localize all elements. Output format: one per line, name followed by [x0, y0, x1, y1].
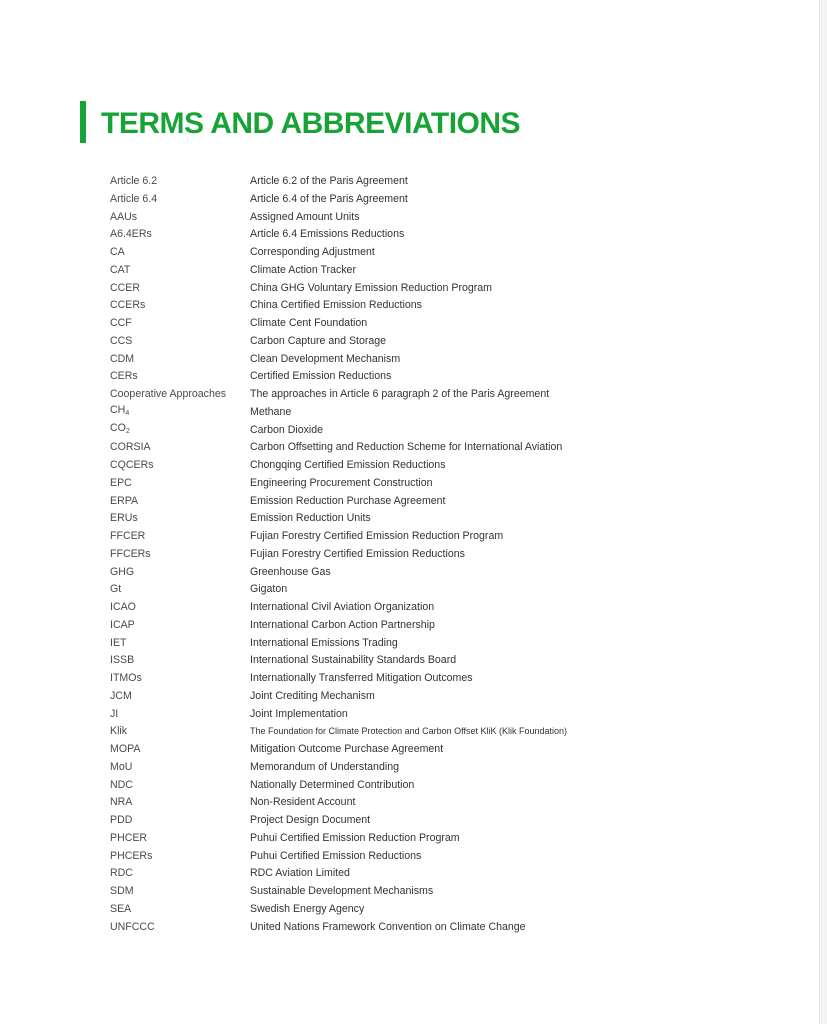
- term-row: [110, 564, 790, 582]
- term-definition: Non-Resident Account: [250, 796, 356, 809]
- term-definition: Carbon Offsetting and Reduction Scheme for International Aviation: [250, 441, 563, 454]
- term-abbreviation: AAUs: [110, 210, 138, 223]
- term-row: [110, 723, 790, 741]
- term-row: [110, 599, 790, 617]
- term-row: [110, 635, 790, 653]
- term-row: [110, 581, 790, 599]
- term-definition: Climate Cent Foundation: [250, 317, 368, 329]
- term-definition: Fujian Forestry Certified Emission Reductions: [250, 547, 465, 560]
- term-abbreviation: CERs: [110, 370, 138, 383]
- term-row: [110, 315, 790, 333]
- term-abbreviation: Article 6.2: [110, 175, 158, 187]
- page-edge: [819, 0, 827, 1024]
- term-abbreviation: Klik: [110, 725, 128, 738]
- term-row: [110, 368, 790, 386]
- term-definition: Fujian Forestry Certified Emission Reduction Program: [250, 530, 504, 542]
- term-definition: Article 6.2 of the Paris Agreement: [250, 175, 408, 187]
- term-abbreviation: MoU: [110, 760, 133, 773]
- term-row: [110, 688, 790, 706]
- term-definition: The Foundation for Climate Protection and Carbon Offset KliK (Klik Foundation): [250, 726, 567, 737]
- term-definition: International Emissions Trading: [250, 636, 398, 649]
- term-row: [110, 741, 790, 759]
- term-abbreviation: Article 6.4: [110, 192, 158, 205]
- term-definition: China GHG Voluntary Emission Reduction Program: [250, 281, 492, 294]
- term-row: [110, 209, 790, 227]
- term-definition: The approaches in Article 6 paragraph 2 of the Paris Agreement: [250, 388, 550, 400]
- term-definition: Internationally Transferred Mitigation Outcomes: [250, 672, 473, 684]
- term-definition: Carbon Capture and Storage: [250, 334, 387, 347]
- term-abbreviation: CCER: [110, 281, 141, 294]
- subscript: 4: [125, 410, 130, 418]
- term-definition: Clean Development Mechanism: [250, 352, 401, 365]
- term-abbreviation: CORSIA: [110, 441, 151, 454]
- term-abbreviation: PDD: [110, 814, 133, 826]
- term-abbreviation: CQCERs: [110, 459, 154, 471]
- term-abbreviation: ICAP: [110, 618, 135, 631]
- term-row: [110, 617, 790, 635]
- term-definition: Puhui Certified Emission Reductions: [250, 849, 422, 862]
- term-abbreviation: ERPA: [110, 494, 139, 507]
- term-definition: Corresponding Adjustment: [250, 246, 375, 258]
- term-abbreviation: EPC: [110, 476, 132, 489]
- term-abbreviation: GHG: [110, 565, 135, 578]
- subscript: 2: [125, 428, 130, 435]
- term-abbreviation: PHCER: [110, 831, 148, 844]
- term-row: [110, 493, 790, 511]
- term-abbreviation: NRA: [110, 796, 133, 809]
- term-abbreviation: IET: [110, 636, 127, 649]
- term-abbreviation: MOPA: [110, 743, 141, 755]
- term-definition: China Certified Emission Reductions: [250, 299, 422, 312]
- term-definition: Gigaton: [250, 583, 288, 596]
- term-definition: Greenhouse Gas: [250, 565, 331, 578]
- term-abbreviation: JI: [110, 707, 119, 720]
- term-abbreviation: NDC: [110, 778, 133, 791]
- term-abbreviation: SEA: [110, 902, 132, 915]
- term-definition: Mitigation Outcome Purchase Agreement: [250, 743, 444, 755]
- term-abbreviation: CCF: [110, 317, 132, 329]
- term-abbreviation: $CO_2$: [110, 422, 130, 435]
- term-definition: Emission Reduction Purchase Agreement: [250, 494, 446, 507]
- page-title: TERMS AND ABBREVIATIONS: [101, 107, 521, 140]
- term-definition: Assigned Amount Units: [250, 210, 360, 223]
- term-abbreviation: $CH_4$: [110, 404, 130, 418]
- term-definition: Memorandum of Understanding: [250, 760, 399, 773]
- term-abbreviation: Gt: [110, 583, 122, 596]
- term-row: [110, 919, 790, 937]
- term-row: [110, 830, 790, 848]
- term-row: [110, 848, 790, 866]
- term-row: [110, 901, 790, 919]
- term-abbreviation: SDM: [110, 885, 134, 897]
- term-definition: Emission Reduction Units: [250, 512, 371, 525]
- term-definition: Chongqing Certified Emission Reductions: [250, 459, 446, 471]
- term-row: [110, 457, 790, 475]
- term-row: [110, 883, 790, 901]
- term-row: [110, 439, 790, 457]
- term-row: [110, 191, 790, 209]
- term-row: [110, 546, 790, 564]
- term-abbreviation: RDC: [110, 867, 133, 880]
- term-row: [110, 510, 790, 528]
- term-definition: International Civil Aviation Organization: [250, 601, 435, 613]
- term-abbreviation: ITMOs: [110, 672, 142, 684]
- term-abbreviation: PHCERs: [110, 849, 153, 862]
- term-definition: Engineering Procurement Construction: [250, 476, 433, 489]
- term-row: [110, 794, 790, 812]
- term-definition: RDC Aviation Limited: [250, 867, 350, 880]
- term-row: [110, 865, 790, 883]
- term-abbreviation: CDM: [110, 352, 135, 365]
- term-abbreviation: CAT: [110, 263, 131, 276]
- term-abbreviation: FFCERs: [110, 547, 151, 560]
- term-row: [110, 652, 790, 670]
- term-definition: Methane: [250, 405, 292, 418]
- term-row: [110, 244, 790, 262]
- term-abbreviation: CCS: [110, 334, 133, 347]
- term-abbreviation: JCM: [110, 689, 132, 702]
- terms-list: [110, 173, 790, 936]
- term-definition: Nationally Determined Contribution: [250, 778, 415, 791]
- term-row: [110, 812, 790, 830]
- term-row: [110, 173, 790, 191]
- term-row: [110, 475, 790, 493]
- term-row: [110, 528, 790, 546]
- term-row: [110, 404, 790, 422]
- term-definition: Joint Crediting Mechanism: [250, 689, 375, 702]
- term-abbreviation: Cooperative Approaches: [110, 388, 227, 400]
- term-definition: Sustainable Development Mechanisms: [250, 885, 434, 897]
- term-definition: International Carbon Action Partnership: [250, 618, 435, 631]
- term-abbreviation: A6.4ERs: [110, 228, 152, 241]
- term-abbreviation: ERUs: [110, 512, 138, 525]
- term-row: [110, 386, 790, 404]
- term-definition: Article 6.4 Emissions Reductions: [250, 228, 405, 241]
- term-abbreviation: FFCER: [110, 530, 146, 542]
- term-definition: Carbon Dioxide: [250, 423, 324, 436]
- term-abbreviation: ISSB: [110, 654, 135, 667]
- title-accent-bar: [80, 101, 86, 143]
- term-definition: Puhui Certified Emission Reduction Program: [250, 831, 460, 844]
- term-row: [110, 262, 790, 280]
- term-abbreviation: CCERs: [110, 299, 146, 312]
- term-row: [110, 777, 790, 795]
- term-row: [110, 297, 790, 315]
- term-abbreviation: CA: [110, 246, 125, 258]
- term-definition: International Sustainability Standards Board: [250, 654, 457, 667]
- term-definition: Certified Emission Reductions: [250, 370, 392, 383]
- term-definition: Article 6.4 of the Paris Agreement: [250, 192, 408, 205]
- term-row: [110, 670, 790, 688]
- term-definition: United Nations Framework Convention on Climate Change: [250, 920, 526, 933]
- term-row: [110, 706, 790, 724]
- term-definition: Project Design Document: [250, 814, 371, 826]
- term-abbreviation: ICAO: [110, 601, 136, 613]
- term-definition: Climate Action Tracker: [250, 263, 356, 276]
- term-row: [110, 351, 790, 369]
- term-row: [110, 226, 790, 244]
- term-row: [110, 280, 790, 298]
- term-definition: Joint Implementation: [250, 707, 348, 720]
- term-row: [110, 422, 790, 440]
- term-row: [110, 333, 790, 351]
- term-abbreviation: UNFCCC: [110, 920, 155, 933]
- term-row: [110, 759, 790, 777]
- term-definition: Swedish Energy Agency: [250, 902, 365, 915]
